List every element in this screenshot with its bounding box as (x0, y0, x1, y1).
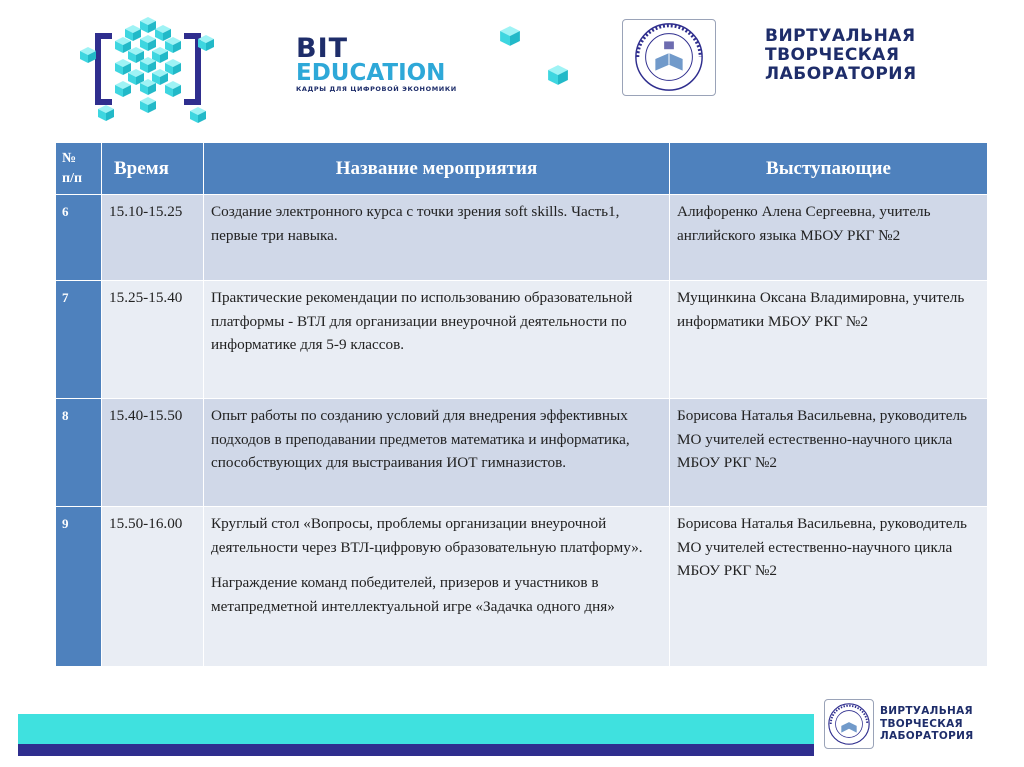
footer-vtl-line2: ТВОРЧЕСКАЯ (880, 717, 963, 730)
cube-logo-icon (78, 14, 218, 126)
row-speakers: Мущинкина Оксана Владимировна, учитель информатики МБОУ РКГ №2 (670, 281, 988, 399)
footer-band-navy (18, 744, 814, 756)
row-event-text: Практические рекомендации по использованию образовательной платформы - ВТЛ для организации внеурочной деятельности по информатике для 5-9 классов. (211, 289, 633, 353)
footer-seal-icon (824, 699, 874, 749)
bit-education-logo (296, 33, 466, 96)
bit-logo-line1: BIT (296, 33, 349, 64)
table-header-row (56, 143, 988, 195)
row-event-text: Круглый стол «Вопросы, проблемы организации внеурочной деятельности через ВТЛ-цифровую образовательную платформу». (211, 515, 643, 556)
header-number (56, 143, 102, 195)
header-number-line1: № (62, 150, 77, 166)
row-number: 9 (56, 507, 102, 667)
row-speakers: Борисова Наталья Васильевна, руководитель МО учителей естественно-научного цикла МБОУ РКГ №2 (670, 507, 988, 667)
table-row (56, 399, 988, 507)
footer-vtl-line1: ВИРТУАЛЬНАЯ (880, 705, 973, 717)
footer-vtl-line3: ЛАБОРАТОРИЯ (880, 730, 974, 742)
vtl-logo-line1: ВИРТУАЛЬНАЯ (765, 26, 916, 46)
row-event (204, 281, 670, 399)
row-speakers: Борисова Наталья Васильевна, руководитель МО учителей естественно-научного цикла МБОУ РКГ №2 (670, 399, 988, 507)
schedule-table (55, 142, 988, 667)
table-row (56, 507, 988, 667)
table-row (56, 281, 988, 399)
footer-vtl-logo (880, 705, 990, 743)
row-event-text-2: Награждение команд победителей, призеров и участников в метапредметной интеллектуальной игре «Задачка одного дня» (211, 574, 615, 615)
row-time: 15.25-15.40 (102, 281, 204, 399)
row-number: 8 (56, 399, 102, 507)
header-number-line2: п/п (62, 170, 83, 186)
vtl-logo-line2: ТВОРЧЕСКАЯ (765, 45, 900, 65)
gymnasium-seal-icon (622, 19, 716, 96)
row-event-text: Опыт работы по созданию условий для внедрения эффективных подходов в преподавании предметов математика и информатика, способствующих для выстраивания ИОТ гимназистов. (211, 407, 630, 471)
row-event (204, 195, 670, 281)
header-speakers: Выступающие (670, 143, 988, 195)
vtl-logo-line3: ЛАБОРАТОРИЯ (765, 64, 917, 84)
bit-logo-tagline: КАДРЫ ДЛЯ ЦИФРОВОЙ ЭКОНОМИКИ (296, 85, 457, 93)
decorative-cube-icon (499, 25, 521, 47)
row-time: 15.40-15.50 (102, 399, 204, 507)
row-event-text: Создание электронного курса с точки зрения soft skills. Часть1, первые три навыка. (211, 203, 620, 244)
row-number: 6 (56, 195, 102, 281)
row-time: 15.10-15.25 (102, 195, 204, 281)
row-speakers: Алифоренко Алена Сергеевна, учитель английского языка МБОУ РКГ №2 (670, 195, 988, 281)
bit-logo-line2: EDUCATION (296, 60, 446, 86)
row-number: 7 (56, 281, 102, 399)
row-event (204, 399, 670, 507)
vtl-logo (765, 27, 935, 84)
header-time: Время (102, 143, 204, 195)
row-event (204, 507, 670, 667)
decorative-cube-icon (547, 64, 569, 86)
table-row (56, 195, 988, 281)
header-event: Название мероприятия (204, 143, 670, 195)
row-time: 15.50-16.00 (102, 507, 204, 667)
footer-band-cyan (18, 714, 814, 744)
